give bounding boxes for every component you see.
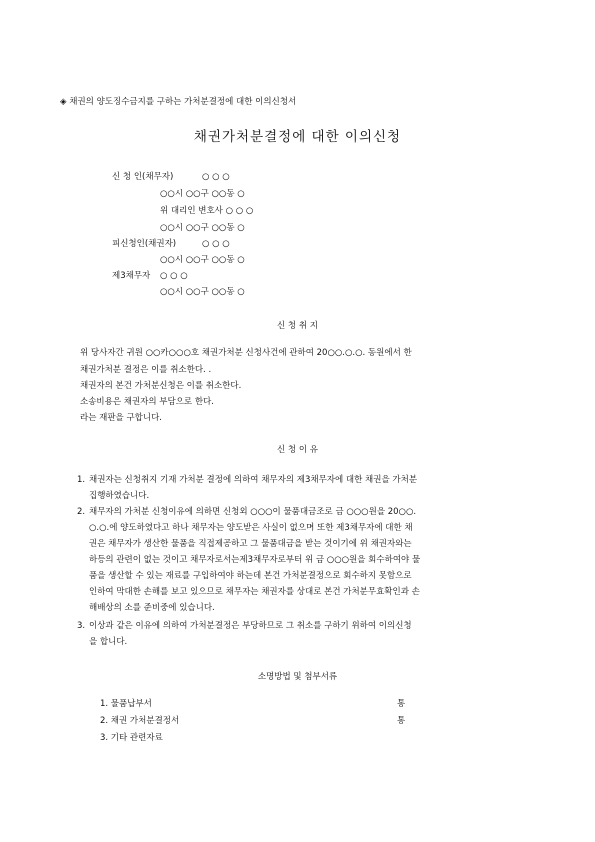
purpose-line: 소송비용은 채권자의 부담으로 한다.: [80, 397, 214, 407]
reason-number: 1.: [77, 475, 86, 485]
evidence-item-qty: 통: [397, 699, 406, 709]
respondent-name: ○ ○ ○: [202, 239, 230, 249]
applicant-address: ○○시 ○○구 ○○동 ○: [160, 189, 245, 199]
representative: 위 대리인 변호사 ○ ○ ○: [160, 206, 254, 216]
third-debtor-name: ○ ○ ○: [160, 271, 188, 281]
reason-number: 3.: [77, 621, 86, 631]
reason-line: 인하여 막대한 손해를 보고 있으므로 채무자는 채권자를 상대로 본건 가처분무효확인과 손: [89, 587, 420, 597]
purpose-line: 라는 재판을 구합니다.: [80, 413, 163, 423]
reasons-heading: 신 청 이 유: [277, 445, 318, 455]
reason-line: 권은 채무자가 생산한 물품을 직접제공하고 그 물품대금을 받는 것이기에 위 채권자와는: [89, 539, 412, 549]
third-debtor-address: ○○시 ○○구 ○○동 ○: [160, 287, 245, 297]
purpose-line: 위 당사자간 귀원 ○○카○○○호 채권가처분 신청사건에 관하여 20○○.○.○. 동원에서 한: [80, 348, 412, 358]
reason-line: 해배상의 소를 준비중에 있습니다.: [89, 603, 215, 613]
respondent-address: ○○시 ○○구 ○○동 ○: [160, 255, 245, 265]
document-header-note: ◈ 채권의 양도징수금지를 구하는 가처분결정에 대한 이의신청서: [60, 97, 297, 107]
applicant-role: 신 청 인(채무자): [112, 172, 174, 182]
evidence-item-qty: 통: [397, 716, 406, 726]
reason-line: 을 합니다.: [89, 637, 128, 647]
representative-address: ○○시 ○○구 ○○동 ○: [160, 223, 245, 233]
purpose-line: 채권가처분 결정은 이를 취소한다. .: [80, 365, 212, 375]
reason-line: 채권자는 신청취지 기재 가처분 결정에 의하여 채무자의 제3채무자에 대한 채권을 가처분: [89, 475, 418, 485]
reason-line: ○.○.에 양도하였다고 하나 채무자는 양도받은 사실이 없으며 또한 제3채무자에 대한 채: [89, 523, 413, 533]
third-debtor-role: 제3채무자: [112, 271, 151, 281]
evidence-item-label: 2. 채권 가처분결정서: [100, 716, 180, 726]
reason-line: 집행하였습니다.: [89, 491, 150, 501]
reason-line: 하등의 관련이 없는 것이고 채무자로서는제3채무자로부터 위 금 ○○○원을 회수하여야 물: [89, 555, 421, 565]
purpose-heading: 신 청 취 지: [277, 321, 318, 331]
reason-line: 채무자의 가처분 신청이유에 의하면 신청외 ○○○이 물품대금조로 금 ○○○원을 20○○.: [89, 507, 417, 517]
document-title: 채권가처분결정에 대한 이의신청: [193, 129, 402, 145]
reason-line: 품을 생산할 수 있는 재료를 구입하여야 하는데 본건 가처분결정으로 회수하지 못함으로: [89, 571, 412, 581]
respondent-role: 피신청인(채권자): [112, 239, 177, 249]
purpose-line: 채권자의 본건 가처분신청은 이를 취소한다.: [80, 381, 242, 391]
reason-line: 이상과 같은 이유에 의하여 가처분결정은 부당하므로 그 취소를 구하기 위하여 이의신청: [89, 621, 412, 631]
applicant-name: ○ ○ ○: [202, 172, 230, 182]
evidence-item-label: 1. 물품납부서: [100, 699, 152, 709]
reason-number: 2.: [77, 507, 86, 517]
evidence-item-label: 3. 기타 관련자료: [100, 733, 163, 743]
evidence-heading: 소명방법 및 첨부서류: [257, 672, 338, 682]
